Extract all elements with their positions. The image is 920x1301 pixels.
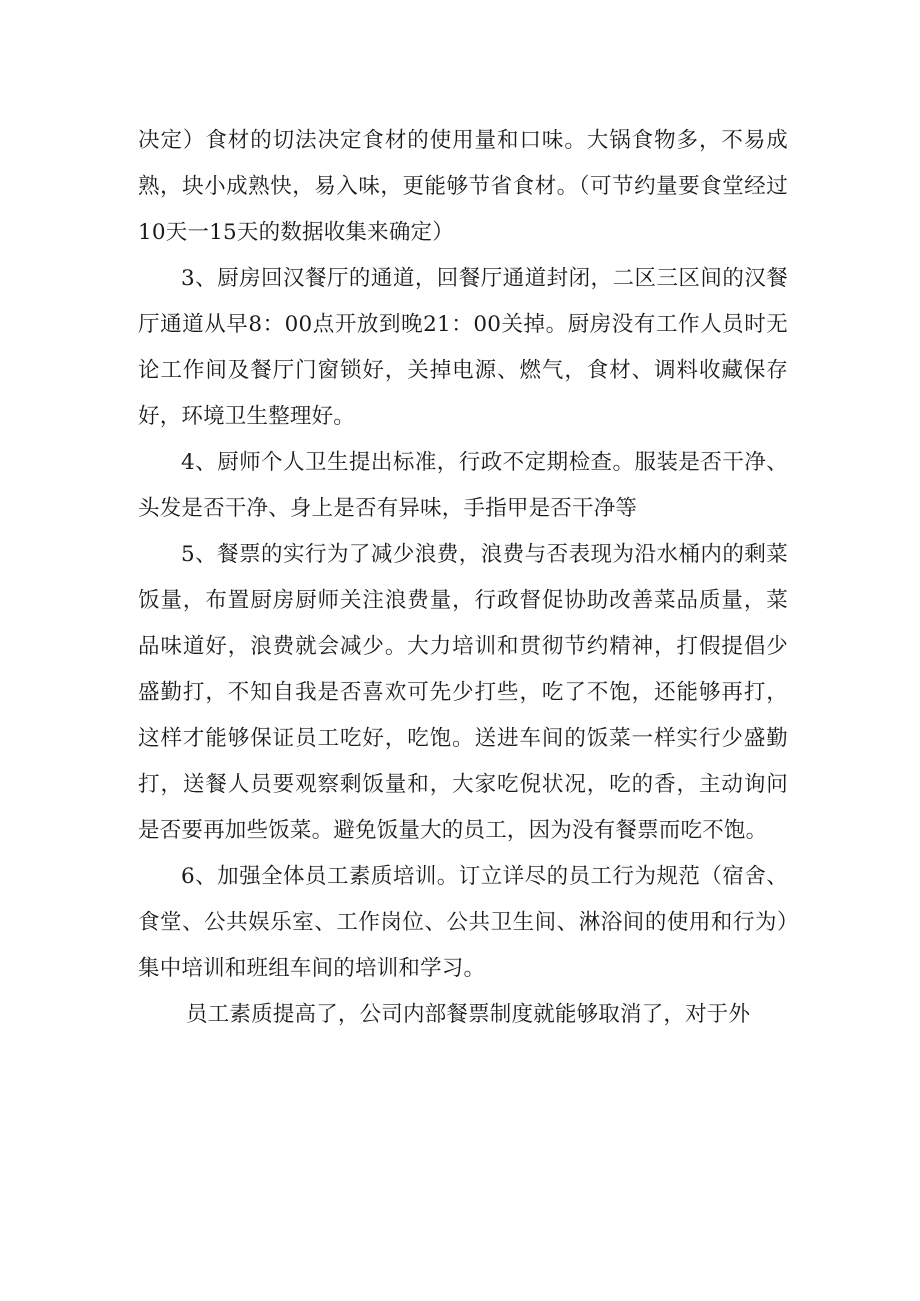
paragraph-item-6: 6、加强全体员工素质培训。订立详尽的员工行为规范（宿舍、食堂、公共娱乐室、工作岗位、公共卫生间、淋浴间的使用和行为）集中培训和班组车间的培训和学习。 (138, 864, 788, 981)
paragraph-item-4: 4、厨师个人卫生提出标准，行政不定期检查。服装是否干净、头发是否干净、身上是否有异味，手指甲是否干净等 (138, 450, 788, 521)
document-body (138, 118, 788, 1038)
paragraph-item-5: 5、餐票的实行为了减少浪费，浪费与否表现为沿水桶内的剩菜饭量，布置厨房厨师关注浪费量，行政督促协助改善菜品质量，菜品味道好，浪费就会减少。大力培训和贯彻节约精神，打假提倡少盛勤打，不知自我是否喜欢可先少打些，吃了不饱，还能够再打，这样才能够保证员工吃好，吃饱。送进车间的饭菜一样实行少盛勤打，送餐人员要观察剩饭量和，大家吃倪状况，吃的香，主动询问是否要再加些饭菜。避免饭量大的员工，因为没有餐票而吃不饱。 (138, 542, 788, 843)
paragraph-item-3: 3、厨房回汉餐厅的通道，回餐厅通道封闭，二区三区间的汉餐厅通道从早8：00点开放到晚21：00关掉。厨房没有工作人员时无论工作间及餐厅门窗锁好，关掉电源、燃气，食材、调料收藏保存好，环境卫生整理好。 (138, 266, 788, 429)
paragraph-closing: 员工素质提高了，公司内部餐票制度就能够取消了，对于外 (186, 1002, 751, 1027)
paragraph-continuation: 决定）食材的切法决定食材的使用量和口味。大锅食物多，不易成熟，块小成熟快，易入味，更能够节省食材。（可节约量要食堂经过10天一15天的数据收集来确定） (138, 128, 788, 245)
